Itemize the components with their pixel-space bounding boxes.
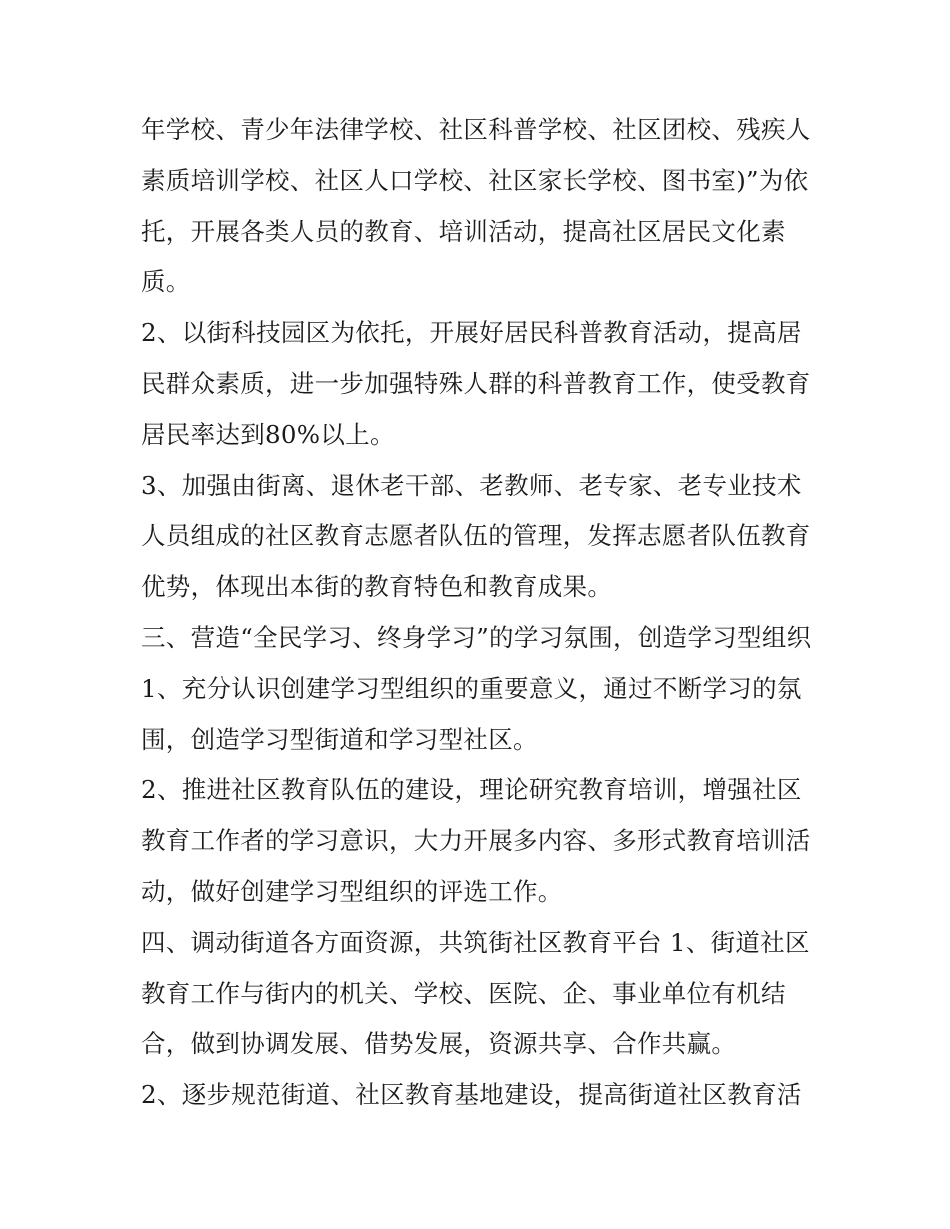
text-line: 素质培训学校、社区人口学校、社区家长学校、图书室)”为依 [141,165,809,195]
document-body [141,105,821,1121]
text-line: 合，做到协调发展、借势发展，资源共享、合作共赢。 [141,1029,737,1059]
text-line: 优势，体现出本街的教育特色和教育成果。 [141,572,613,602]
text-line: 人员组成的社区教育志愿者队伍的管理，发挥志愿者队伍教育 [141,521,811,551]
text-line: 质。 [141,267,191,297]
text-line: 1、充分认识创建学习型组织的重要意义，通过不断学习的氛 [141,673,802,703]
text-line: 居民率达到80%以上。 [141,419,395,449]
text-line: 2、逐步规范街道、社区教育基地建设，提高街道社区教育活 [141,1080,802,1110]
text-line: 教育工作者的学习意识，大力开展多内容、多形式教育培训活 [141,826,811,856]
text-line: 2、以街科技园区为依托，开展好居民科普教育活动，提高居 [141,318,802,348]
section-heading: 四、调动街道各方面资源，共筑街社区教育平台 1、街道社区 [141,927,810,957]
text-line: 教育工作与街内的机关、学校、医院、企、事业单位有机结 [141,978,786,1008]
text-line: 围，创造学习型街道和学习型社区。 [141,724,538,754]
section-heading: 三、营造“全民学习、终身学习”的学习氛围，创造学习型组织 [141,622,812,652]
text-line: 年学校、青少年法律学校、社区科普学校、社区团校、残疾人 [141,115,811,144]
text-line: 3、加强由街离、退休老干部、老教师、老专家、老专业技术 [141,470,802,500]
text-line: 2、推进社区教育队伍的建设，理论研究教育培训，增强社区 [141,775,802,805]
text-line: 托，开展各类人员的教育、培训活动，提高社区居民文化素 [141,216,786,246]
text-line: 动，做好创建学习型组织的评选工作。 [141,876,563,906]
text-line: 民群众素质，进一步加强特殊人群的科普教育工作，使受教育 [141,368,811,398]
